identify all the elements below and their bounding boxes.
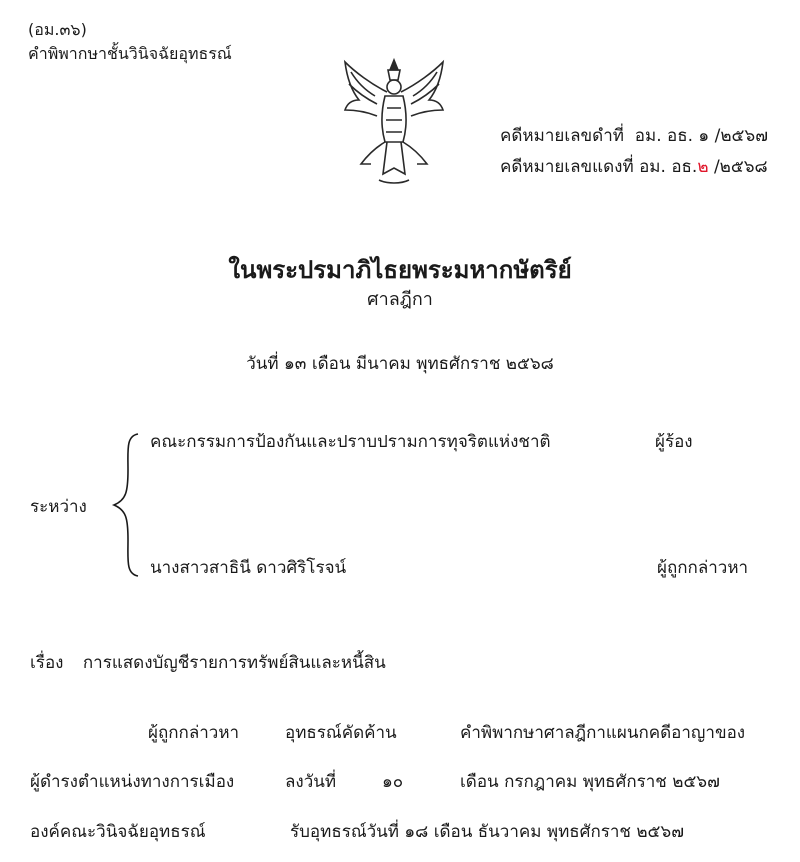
document-kind: คำพิพากษาชั้นวินิจฉัยอุทธรณ์ [28, 44, 232, 63]
red-case-year: /๒๕๖๘ [713, 157, 768, 177]
form-code: (อม.๓๖) [28, 20, 87, 39]
row2-col3: ๑๐ [382, 772, 404, 792]
black-case-number [500, 122, 768, 149]
judgment-date: วันที่ ๑๓ เดือน มีนาคม พุทธศักราช ๒๕๖๘ [246, 354, 554, 374]
accused-role: ผู้ถูกกล่าวหา [657, 558, 749, 578]
row3-col2: รับอุทธรณ์วันที่ ๑๘ เดือน ธันวาคม พุทธศักราช ๒๕๖๗ [290, 822, 684, 842]
subject-text: การแสดงบัญชีรายการทรัพย์สินและหนี้สิน [82, 653, 386, 673]
red-case-number-value: ๒ [697, 157, 709, 177]
row3-col1: องค์คณะวินิจฉัยอุทธรณ์ [30, 822, 206, 842]
royal-title: ในพระปรมาภิไธยพระมหากษัตริย์ [228, 256, 572, 284]
row2-col2: ลงวันที่ [285, 772, 337, 792]
black-case-label: คดีหมายเลขดำที่ [500, 126, 624, 146]
row1-col3: คำพิพากษาศาลฎีกาแผนกคดีอาญาของ [460, 723, 746, 743]
brace-divider [110, 430, 140, 580]
row1-col1: ผู้ถูกกล่าวหา [148, 723, 240, 743]
red-case-number [500, 153, 768, 180]
petitioner-name: คณะกรรมการป้องกันและปราบปรามการทุจริตแห่งชาติ [150, 432, 551, 452]
red-case-prefix: อม. อธ. [639, 157, 698, 177]
garuda-emblem-icon [341, 56, 447, 188]
between-label: ระหว่าง [30, 497, 87, 517]
row1-col2: อุทธรณ์คัดค้าน [285, 723, 397, 743]
subject-line [30, 649, 386, 676]
black-case-value: อม. อธ. ๑ /๒๕๖๗ [634, 126, 768, 146]
petitioner-role: ผู้ร้อง [655, 432, 693, 452]
accused-name: นางสาวสาธินี ดาวศิริโรจน์ [150, 558, 347, 578]
subject-label: เรื่อง [30, 653, 64, 673]
court-name: ศาลฎีกา [367, 289, 433, 310]
row2-col1: ผู้ดำรงตำแหน่งทางการเมือง [30, 772, 235, 792]
row2-col4: เดือน กรกฎาคม พุทธศักราช ๒๕๖๗ [460, 772, 720, 792]
red-case-label: คดีหมายเลขแดงที่ [500, 157, 634, 177]
